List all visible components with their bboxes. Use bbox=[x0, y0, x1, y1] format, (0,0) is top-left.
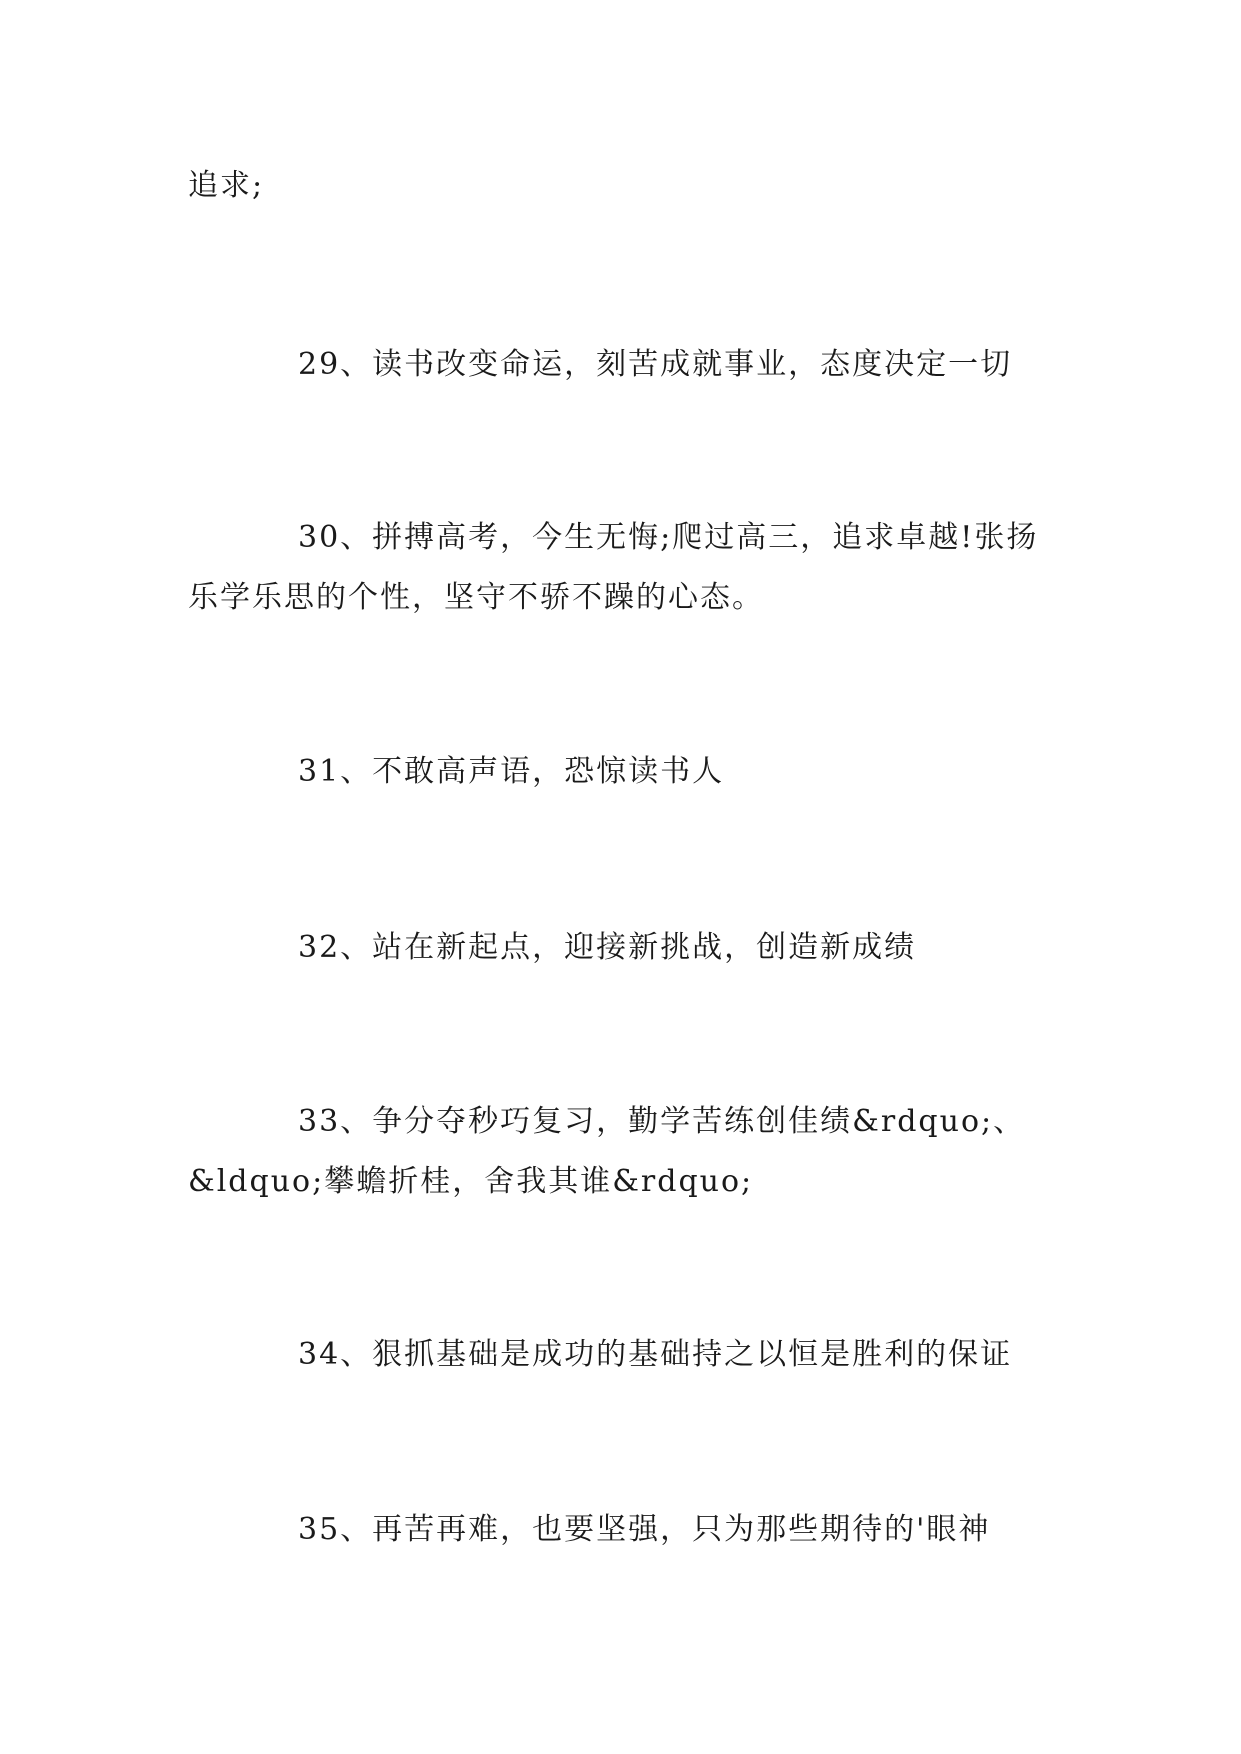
text-line-continuation: 追求; bbox=[188, 168, 265, 203]
text-line-33: 33、争分夺秒巧复习，勤学苦练创佳绩&rdquo;、 bbox=[298, 1104, 1026, 1139]
text-line-29: 29、读书改变命运，刻苦成就事业，态度决定一切 bbox=[298, 347, 1013, 382]
text-line-35: 35、再苦再难，也要坚强，只为那些期待的'眼神 bbox=[298, 1512, 991, 1547]
text-line-33-continuation: &ldquo;攀蟾折桂，舍我其谁&rdquo; bbox=[188, 1164, 754, 1199]
text-line-31: 31、不敢高声语，恐惊读书人 bbox=[298, 754, 725, 789]
text-line-32: 32、站在新起点，迎接新挑战，创造新成绩 bbox=[298, 930, 917, 965]
text-line-34: 34、狠抓基础是成功的基础持之以恒是胜利的保证 bbox=[298, 1337, 1013, 1372]
text-line-30-continuation: 乐学乐思的个性，坚守不骄不躁的心态。 bbox=[188, 580, 764, 615]
text-line-30: 30、拼搏高考，今生无悔;爬过高三，追求卓越!张扬 bbox=[298, 520, 1039, 555]
